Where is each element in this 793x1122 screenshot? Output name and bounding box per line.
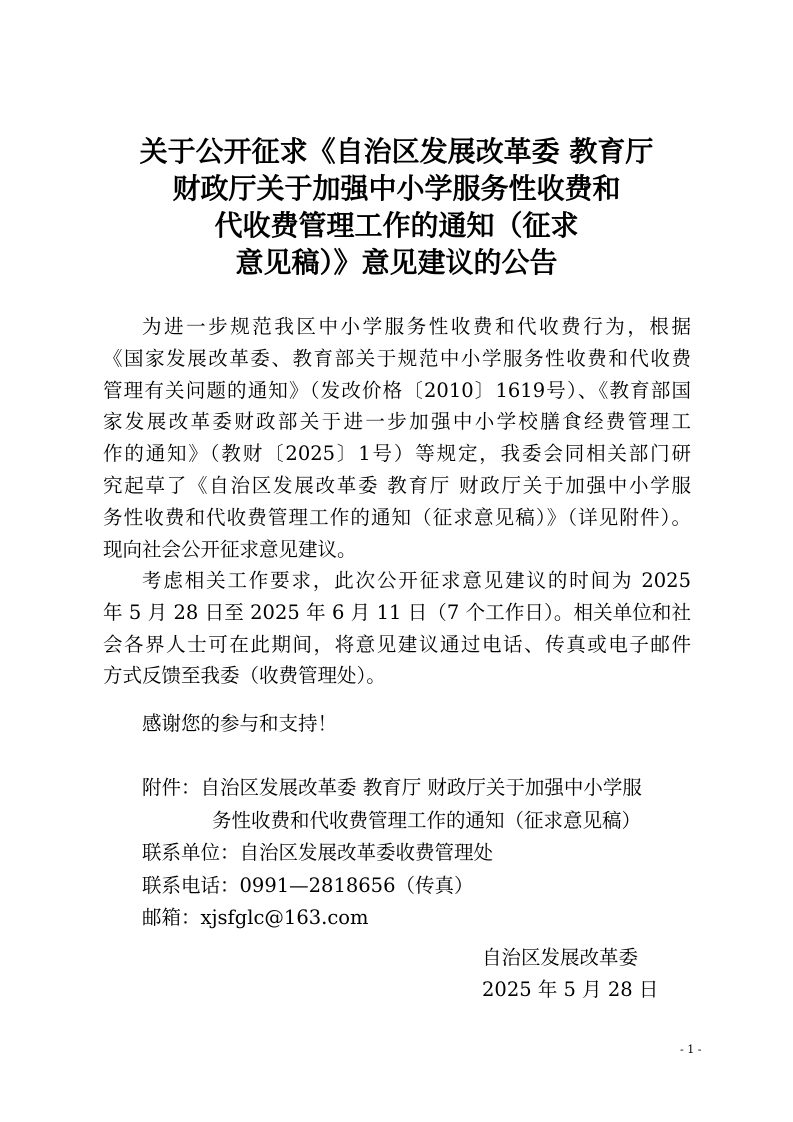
attachment-block bbox=[142, 772, 692, 935]
title-line-1: 关于公开征求《自治区发展改革委 教育厅 bbox=[139, 135, 654, 168]
attachment-line-2: 务性收费和代收费管理工作的通知（征求意见稿） bbox=[212, 808, 642, 832]
paragraph-2-line-1: 考虑相关工作要求，此次公开征求意见建议的时间为 2025 bbox=[142, 569, 691, 592]
paragraph-2-line-3: 会各界人士可在此期间，将意见建议通过电话、传真或电子邮件 bbox=[103, 632, 691, 656]
paragraph-1-line-8: 现向社会公开征求意见建议。 bbox=[103, 537, 357, 561]
paragraph-1-line-7: 务性收费和代收费管理工作的通知（征求意见稿）》（详见附件）。 bbox=[103, 505, 691, 529]
paragraph-1-line-2: 《国家发展改革委、教育部关于规范中小学服务性收费和代收费 bbox=[103, 346, 691, 370]
paragraph-2-line-2: 年 5 月 28 日至 2025 年 6 月 11 日（7 个工作日）。相关单位和社 bbox=[103, 600, 691, 624]
paragraph-1-line-1: 为进一步规范我区中小学服务性收费和代收费行为，根据 bbox=[142, 315, 691, 338]
page-number: - 1 - bbox=[680, 1043, 702, 1056]
paragraph-1-line-6: 究起草了《自治区发展改革委 教育厅 财政厅关于加强中小学服 bbox=[103, 473, 691, 497]
paragraph-1-line-4: 家发展改革委财政部关于进一步加强中小学校膳食经费管理工 bbox=[103, 410, 691, 434]
title-line-2: 财政厅关于加强中小学服务性收费和 bbox=[172, 172, 621, 205]
signature-org: 自治区发展改革委 bbox=[482, 946, 639, 969]
contact-email: 邮箱：xjsfglc@163.com bbox=[142, 906, 369, 929]
title-line-3: 代收费管理工作的通知（征求 bbox=[214, 209, 579, 242]
title-line-4: 意见稿）》意见建议的公告 bbox=[235, 246, 558, 279]
thanks-line: 感谢您的参与和支持！ bbox=[142, 712, 338, 735]
document-title bbox=[100, 133, 693, 281]
contact-unit: 联系单位：自治区发展改革委收费管理处 bbox=[142, 841, 494, 864]
signature-date: 2025 年 5 月 28 日 bbox=[482, 978, 659, 1001]
paragraph-2 bbox=[103, 565, 691, 692]
contact-phone: 联系电话：0991—2818656（传真） bbox=[142, 873, 474, 897]
signature-block bbox=[482, 942, 658, 1006]
paragraph-1 bbox=[103, 311, 691, 565]
paragraph-1-line-3: 管理有关问题的通知》（发改价格〔2010〕1619号）、《教育部国 bbox=[103, 378, 691, 402]
attachment-line-1: 附件：自治区发展改革委 教育厅 财政厅关于加强中小学服 bbox=[142, 776, 642, 799]
paragraph-2-line-4: 方式反馈至我委（收费管理处）。 bbox=[103, 664, 386, 688]
paragraph-3 bbox=[103, 708, 691, 740]
paragraph-1-line-5: 作的通知》（教财〔2025〕1号）等规定，我委会同相关部门研 bbox=[103, 442, 691, 466]
